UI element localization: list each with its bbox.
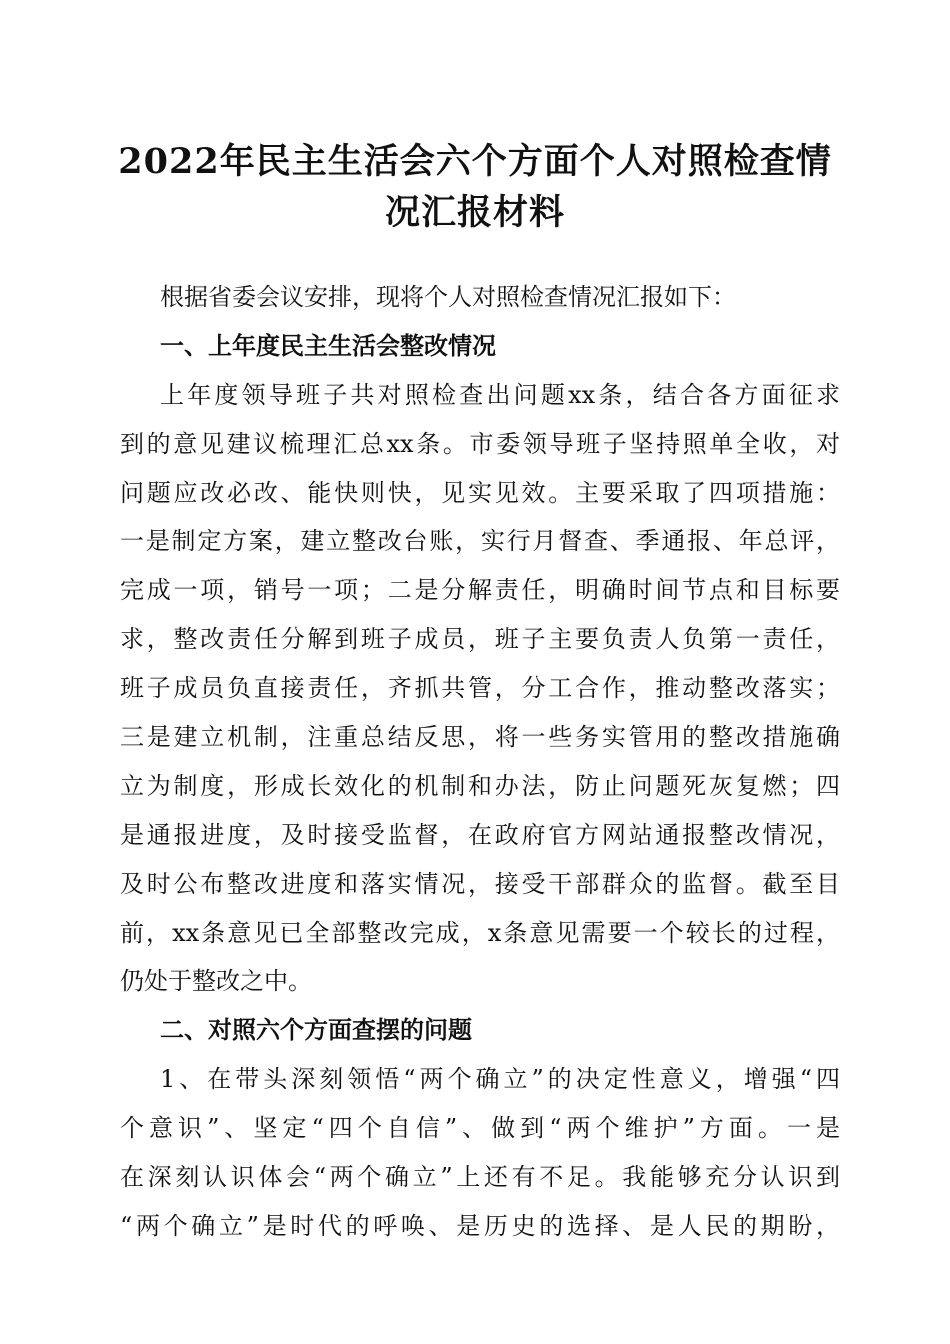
title-line-1: 2022年民主生活会六个方面个人对照检查情 (118, 141, 832, 182)
paragraph-line: 问题应改必改、能快则快，见实见效。主要采取了四项措施： (120, 478, 840, 507)
paragraph-line: 三是建立机制，注重总结反思，将一些务实管用的整改措施确 (120, 723, 840, 752)
paragraph-line: 立为制度，形成长效化的机制和办法，防止问题死灰复燃；四 (120, 771, 840, 800)
paragraph-line: 及时公布整改进度和落实情况，接受干部群众的监督。截至目 (120, 869, 840, 898)
title-line-2: 况汇报材料 (384, 192, 565, 233)
document-body (120, 273, 840, 1251)
paragraph-line: 前，xx条意见已全部整改完成，x条意见需要一个较长的过程， (120, 918, 840, 947)
paragraph-line: 在深刻认识体会“两个确立”上还有不足。我能够充分认识到 (120, 1163, 840, 1192)
paragraph-line: 完成一项，销号一项；二是分解责任，明确时间节点和目标要 (120, 576, 840, 605)
paragraph-line: “两个确立”是时代的呼唤、是历史的选择、是人民的期盼， (120, 1211, 840, 1240)
intro-paragraph: 根据省委会议安排，现将个人对照检查情况汇报如下： (160, 283, 736, 311)
document-title (110, 136, 840, 238)
paragraph-line: 1、在带头深刻领悟“两个确立”的决定性意义，增强“四 (160, 1065, 840, 1094)
paragraph-line: 求，整改责任分解到班子成员，班子主要负责人负第一责任， (120, 625, 840, 654)
paragraph-line: 到的意见建议梳理汇总xx条。市委领导班子坚持照单全收，对 (120, 429, 840, 458)
paragraph-line: 个意识”、坚定“四个自信”、做到“两个维护”方面。一是 (120, 1114, 840, 1143)
paragraph-line: 一是制定方案，建立整改台账，实行月督查、季通报、年总评， (120, 527, 840, 556)
section-heading-1: 一、上年度民主生活会整改情况 (160, 331, 496, 360)
paragraph-line: 上年度领导班子共对照检查出问题xx条，结合各方面征求 (160, 380, 840, 409)
paragraph-line: 是通报进度，及时接受监督，在政府官方网站通报整改情况， (120, 820, 840, 849)
paragraph-line: 班子成员负直接责任，齐抓共管，分工合作，推动整改落实； (120, 674, 840, 703)
paragraph-line: 仍处于整改之中。 (120, 967, 312, 996)
section-heading-2: 二、对照六个方面查摆的问题 (160, 1016, 472, 1045)
